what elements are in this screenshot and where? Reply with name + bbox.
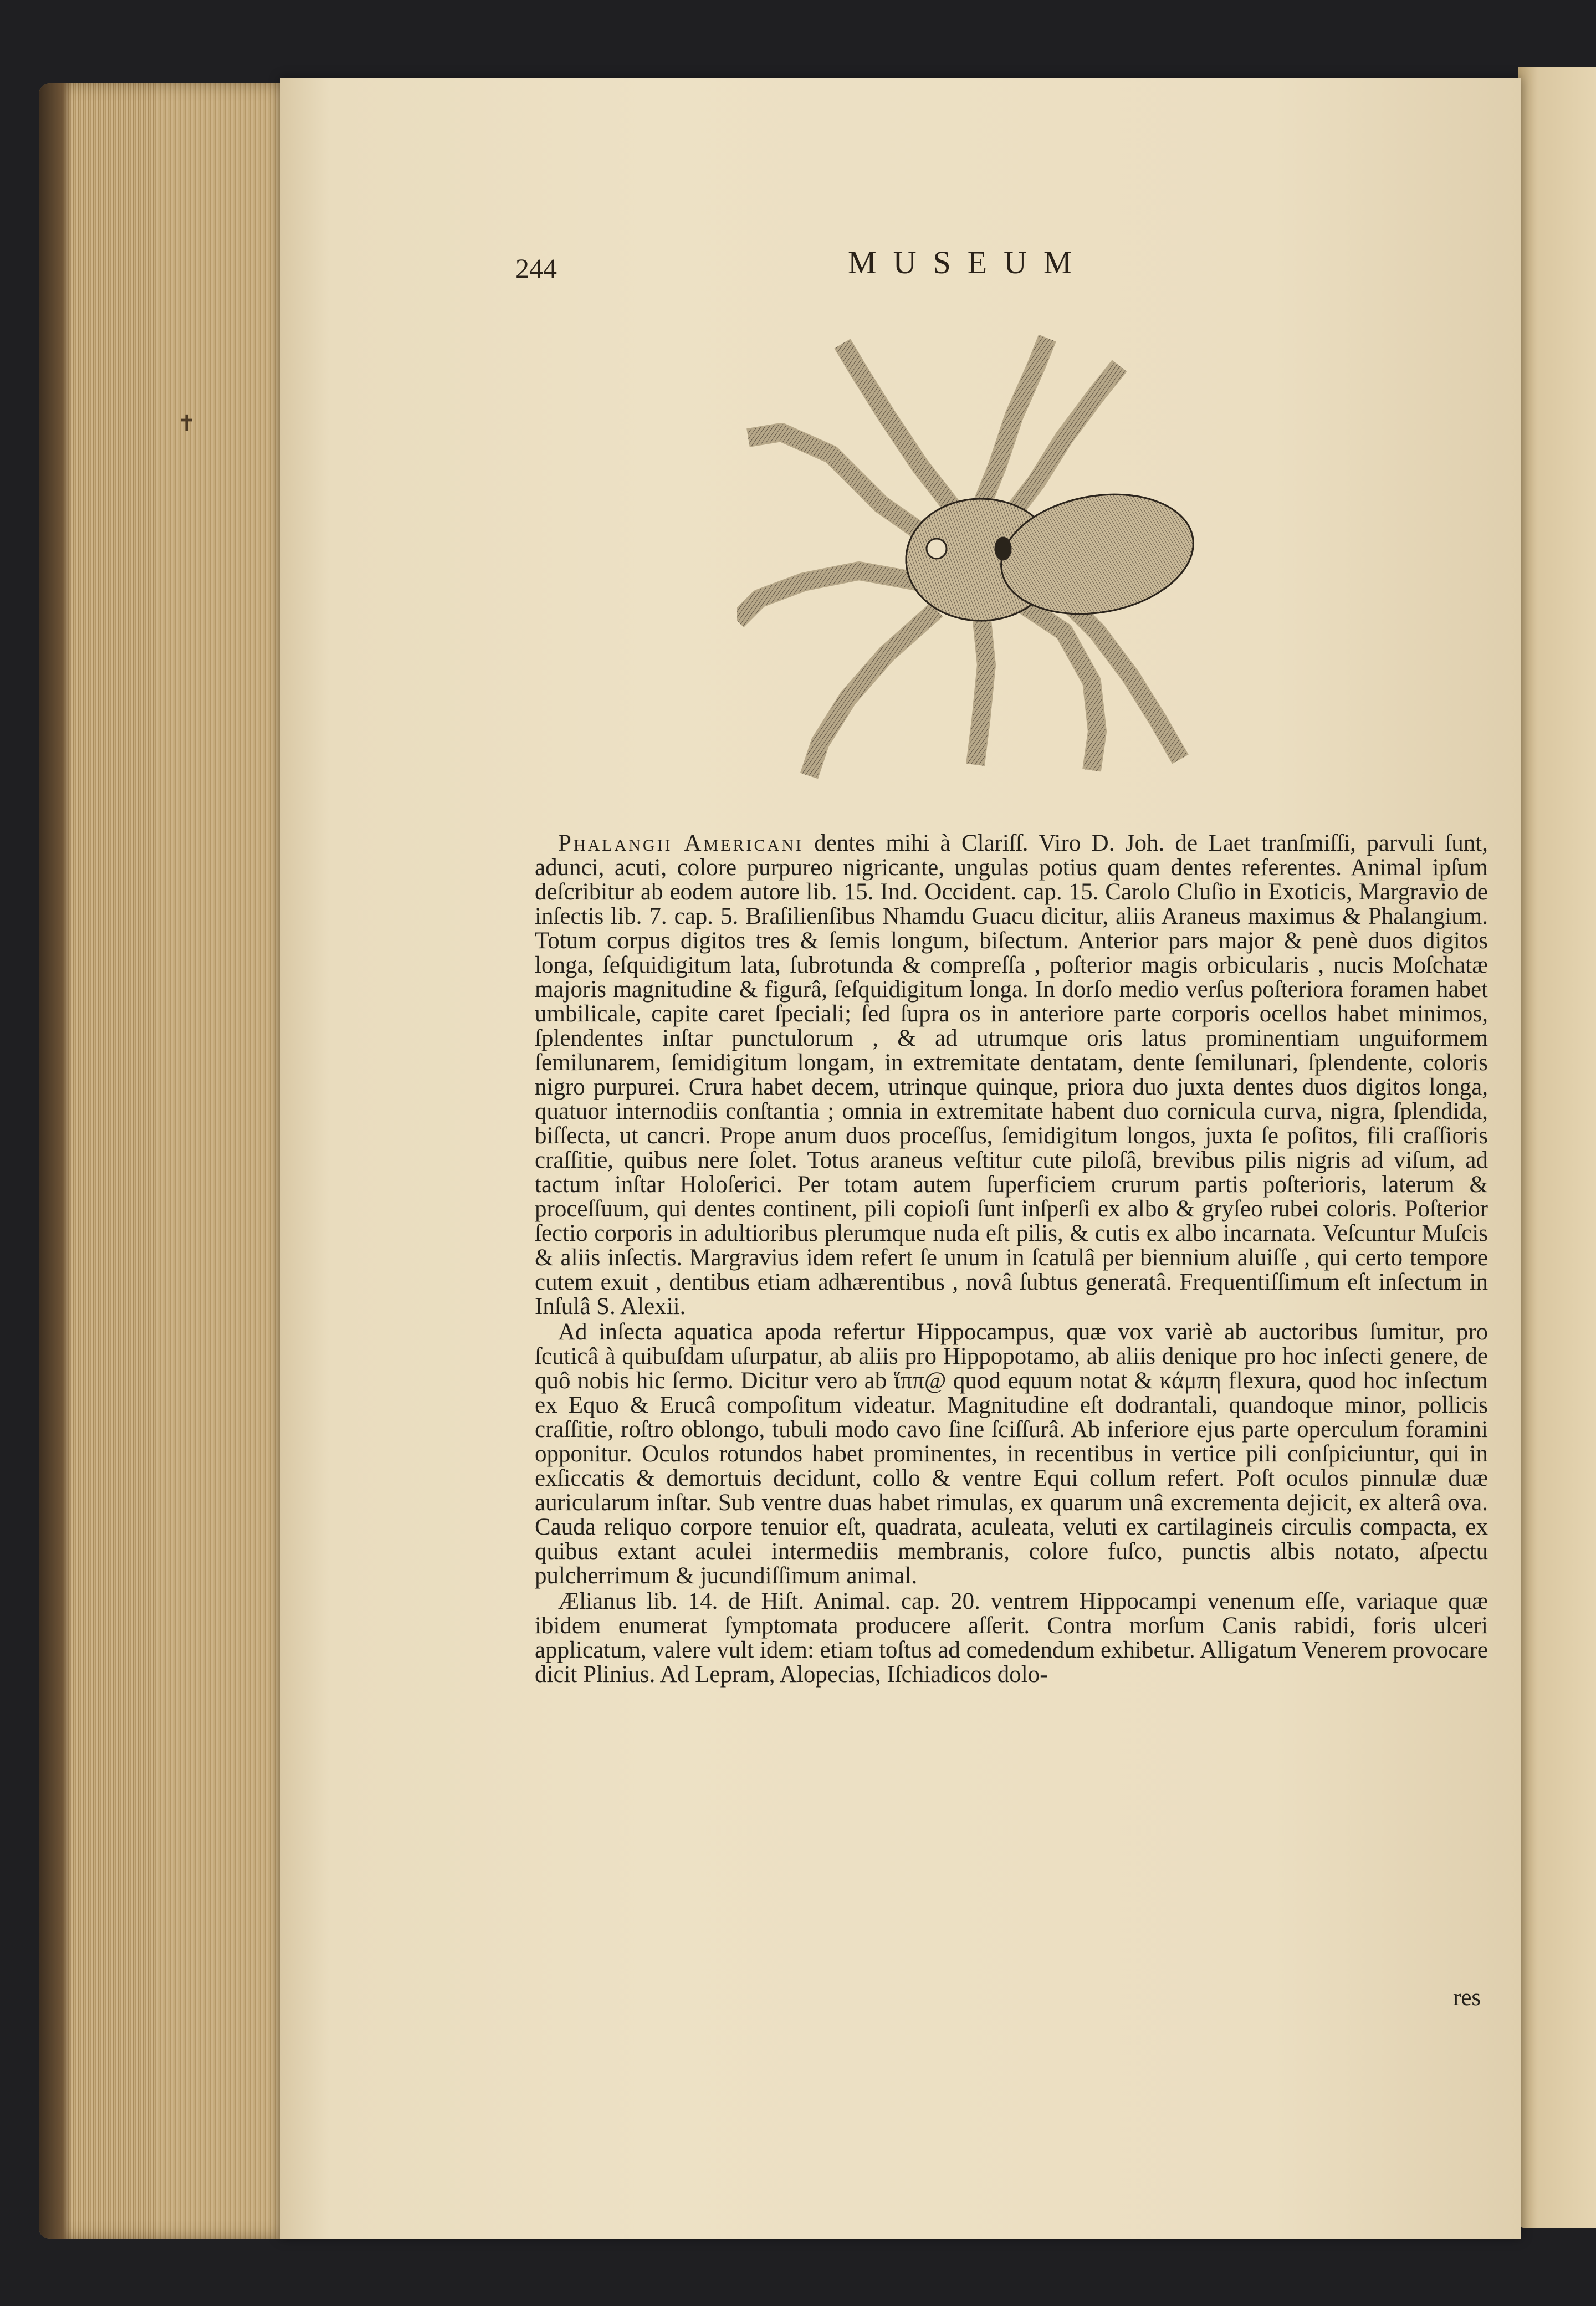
page-number: 244 [515,253,557,284]
body-text [535,831,1488,1687]
book-page-stack [39,83,288,2239]
paragraph-1-lead: Phalangii Americani [558,830,804,856]
margin-mark: ✝ [177,411,196,436]
paragraph-2: Ad inſecta aquatica apoda refertur Hippocampus, quæ vox variè ab auctoribus ſumitur, pro ſcuticâ à quibuſdam uſurpatur, ab aliis pro Hippopotamo, ab aliis denique pro hoc inſecti genere, de quô nobis hic ſermo. Dicitur vero ab ἵππ@ quod equum notat & κάμπη flexura, quod hoc inſectum ex Equo & Erucâ compoſitum videatur. Magnitudine eſt dodrantali, quandoque minor, pollicis craſſitie, roſtro oblongo, tubuli modo cavo ſine ſciſſurâ. Ab inferiore ejus parte operculum foramini opponitur. Oculos rotundos habet prominentes, in recentibus in vertice pili conſpiciuntur, qui in exſiccatis & demortuis decidunt, collo & ventre Equi collum refert. Poſt oculos pinnulæ duæ auricularum inſtar. Sub ventre duas habet rimulas, ex quarum unâ excrementa dejicit, ex alterâ ova. Cauda reliquo corpore tenuior eſt, quadrata, aculeata, veluti ex cartilagineis circulis compacta, ex quibus extant aculei intermediis membranis, colore fuſco, punctis albis notato, aſpectu pulcherrimum & jucundiſſimum animal. [535,1319,1488,1589]
running-head: MUSEUM [848,244,1089,280]
paragraph-1 [535,831,1488,1319]
book-spine-shadow [39,83,72,2239]
catchword: res [1453,1985,1481,2011]
paragraph-3: Ælianus lib. 14. de Hiſt. Animal. cap. 20. ventrem Hippocampi venenum eſſe, variaque quæ ibidem enumerat ſymptomata producere aſſerit. Contra morſum Canis rabidi, foris ulceri applicatum, valere vult idem: etiam toſtus ad comedendum exhibetur. Alligatum Venerem provocare dicit Plinius. Ad Lepram, Alopecias, Iſchiadicos dolo- [535,1588,1488,1688]
paragraph-1-text: dentes mihi à Clariſſ. Viro D. Joh. de Laet tranſmiſſi, parvuli ſunt, adunci, acuti, colore purpureo nigricante, ungulas potius quam dentes referentes. Animal ipſum deſcribitur ab eodem autore lib. 15. Ind. Occident. cap. 15. Carolo Cluſio in Exoticis, Margravio de inſectis lib. 7. cap. 5. Braſilienſibus Nhamdu Guacu dicitur, aliis Araneus maximus & Phalangium. Totum corpus digitos tres & ſemis longum, biſectum. Anterior pars major & penè duos digitos longa, ſeſquidigitum lata, ſubrotunda & compreſſa , poſterior magis orbicularis , nucis Moſchatæ majoris magnitudine & figurâ, ſeſquidigitum longa. In dorſo medio verſus poſteriora foramen habet umbilicale, capite caret ſpeciali; ſed ſupra os in anteriore parte corporis ocellos habet minimos, ſplendentes inſtar punctulorum , & ad utrumque oris latus prominentiam unguiformem ſemilunarem, ſemidigitum longam, in extremitate dentatam, dente ſemilunari, ſplendente, coloris nigro purpurei. Crura habet decem, utrinque quinque, priora duo juxta dentes duos digitos longa, quatuor internodiis conſtantia ; omnia in extremitate habent duo cornicula curva, nigra, ſplendida, biſſecta, ut cancri. Prope anum duos proceſſus, ſemidigitum longos, juxta ſe poſitos, fili craſſioris craſſitie, quibus nere ſolet. Totus araneus veſtitur cute piloſâ, brevibus pilis nigris ad viſum, ad tactum inſtar Holoſerici. Per totam autem ſuperficiem crurum partis poſterioris, laterum & proceſſuum, qui dentes continent, pili copioſi ſunt inſperſi ex albo & gryſeo rubei coloris. Poſterior ſectio corporis in adultioribus plerumque nuda eſt pilis, & cutis ex albo incarnata. Veſcuntur Muſcis & aliis inſectis. Margravius idem refert ſe unum in ſcatulâ per biennium aluiſſe , qui certo tempore cutem exuit , dentibus etiam adhærentibus , novâ ſubtus generatâ. Frequentiſſimum eſt inſectum in Inſulâ S. Alexii. [535,830,1488,1320]
spider-illustration [737,321,1236,798]
facing-page-edge [1518,67,1596,2228]
